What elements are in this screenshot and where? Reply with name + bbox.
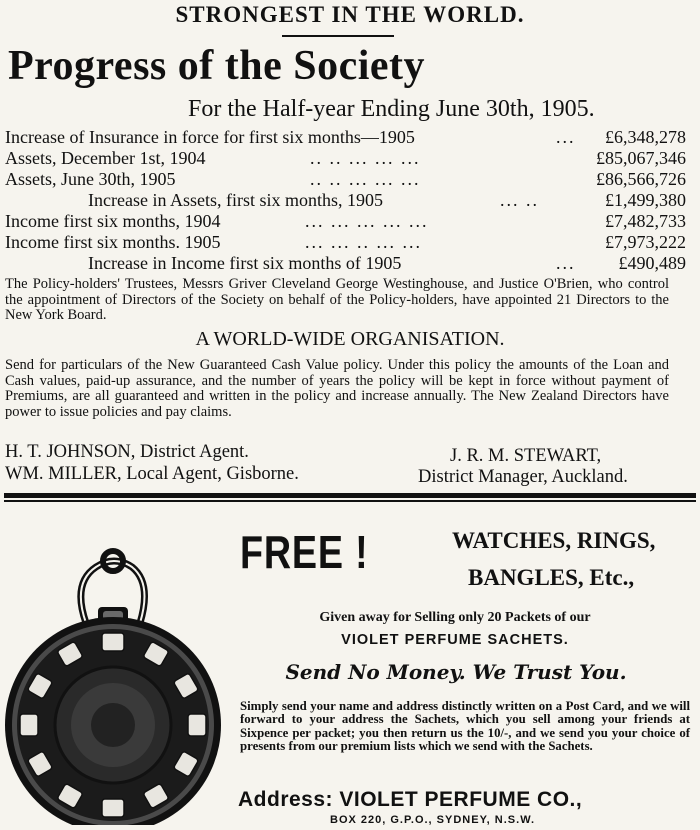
row-label: Increase of Insurance in force for first six months—1905 [5, 127, 415, 147]
po-box: BOX 220, G.P.O., SYDNEY, N.S.W. [330, 814, 536, 826]
row-value: £86,566,726 [596, 169, 686, 189]
local-agent: WM. MILLER, Local Agent, Gisborne. [5, 464, 299, 484]
row-value: £1,499,380 [605, 190, 686, 210]
kicker-heading: STRONGEST IN THE WORLD. [175, 2, 525, 27]
header-divider [282, 35, 394, 37]
table-row [0, 127, 700, 147]
section-rule-thin [4, 500, 696, 502]
free-headline: FREE ! [240, 526, 369, 578]
table-row [0, 169, 700, 189]
row-leader: ... [556, 127, 576, 147]
table-row [0, 232, 700, 252]
district-agent: H. T. JOHNSON, District Agent. [5, 442, 249, 462]
row-leader: .. .. ... ... ... [310, 148, 421, 168]
row-label: Increase in Income first six months of 1905 [88, 253, 402, 273]
prize-list-line-1: WATCHES, RINGS, [452, 528, 656, 553]
row-value: £7,973,222 [605, 232, 686, 252]
subtitle: For the Half-year Ending June 30th, 1905. [188, 96, 595, 122]
row-leader: ... ... .. ... ... [305, 232, 422, 252]
row-value: £7,482,733 [605, 211, 686, 231]
row-label: Income first six months. 1905 [5, 232, 221, 252]
table-row [0, 253, 700, 273]
row-label: Assets, June 30th, 1905 [5, 169, 176, 189]
row-leader: ... [556, 253, 576, 273]
trustees-paragraph: The Policy-holders' Trustees, Messrs Griver Cleveland George Westinghouse, and Justice O'Brien, who control the appointment of Directors of the Society on behalf of the Policy-holders, have appointed 21 Directors to the New York Board. [5, 276, 669, 323]
district-manager-title: District Manager, Auckland. [418, 467, 628, 487]
product-name: VIOLET PERFUME SACHETS. [341, 632, 569, 648]
district-manager-name: J. R. M. STEWART, [450, 446, 602, 466]
table-row [0, 211, 700, 231]
organisation-heading: A WORLD-WIDE ORGANISATION. [195, 328, 505, 350]
organisation-paragraph: Send for particulars of the New Guaranteed Cash Value policy. Under this policy the amounts of the Loan and Cash values, paid-up assurance, and the number of years the policy will be kept in force without payment of Premiums, are all guaranteed and written in the policy and increase annually. The New Zealand Directors have power to issue policies and pay claims. [5, 357, 669, 420]
company-address: Address: VIOLET PERFUME CO., [238, 788, 583, 811]
row-label: Assets, December 1st, 1904 [5, 148, 206, 168]
slogan: Send No Money. We Trust You. [285, 660, 627, 684]
row-value: £490,489 [618, 253, 686, 273]
instructions-paragraph: Simply send your name and address distinctly written on a Post Card, and we will forward to your address the Sachets, which you sell among your friends at Sixpence per packet; you then return us the 10/-, and we send you your choice of presents from our premium lists which we send with the Sachets. [240, 699, 690, 754]
page-title: Progress of the Society [8, 43, 426, 89]
section-rule [4, 493, 696, 498]
row-value: £6,348,278 [605, 127, 686, 147]
row-value: £85,067,346 [596, 148, 686, 168]
table-row [0, 148, 700, 168]
table-row [0, 190, 700, 210]
row-leader: ... .. [500, 190, 539, 210]
row-label: Income first six months, 1904 [5, 211, 221, 231]
row-label: Increase in Assets, first six months, 1905 [88, 190, 383, 210]
prize-list-line-2: BANGLES, Etc., [468, 565, 635, 590]
row-leader: ... ... ... ... ... [305, 211, 429, 231]
offer-line: Given away for Selling only 20 Packets of our [319, 610, 591, 625]
row-leader: .. .. ... ... ... [310, 169, 421, 189]
